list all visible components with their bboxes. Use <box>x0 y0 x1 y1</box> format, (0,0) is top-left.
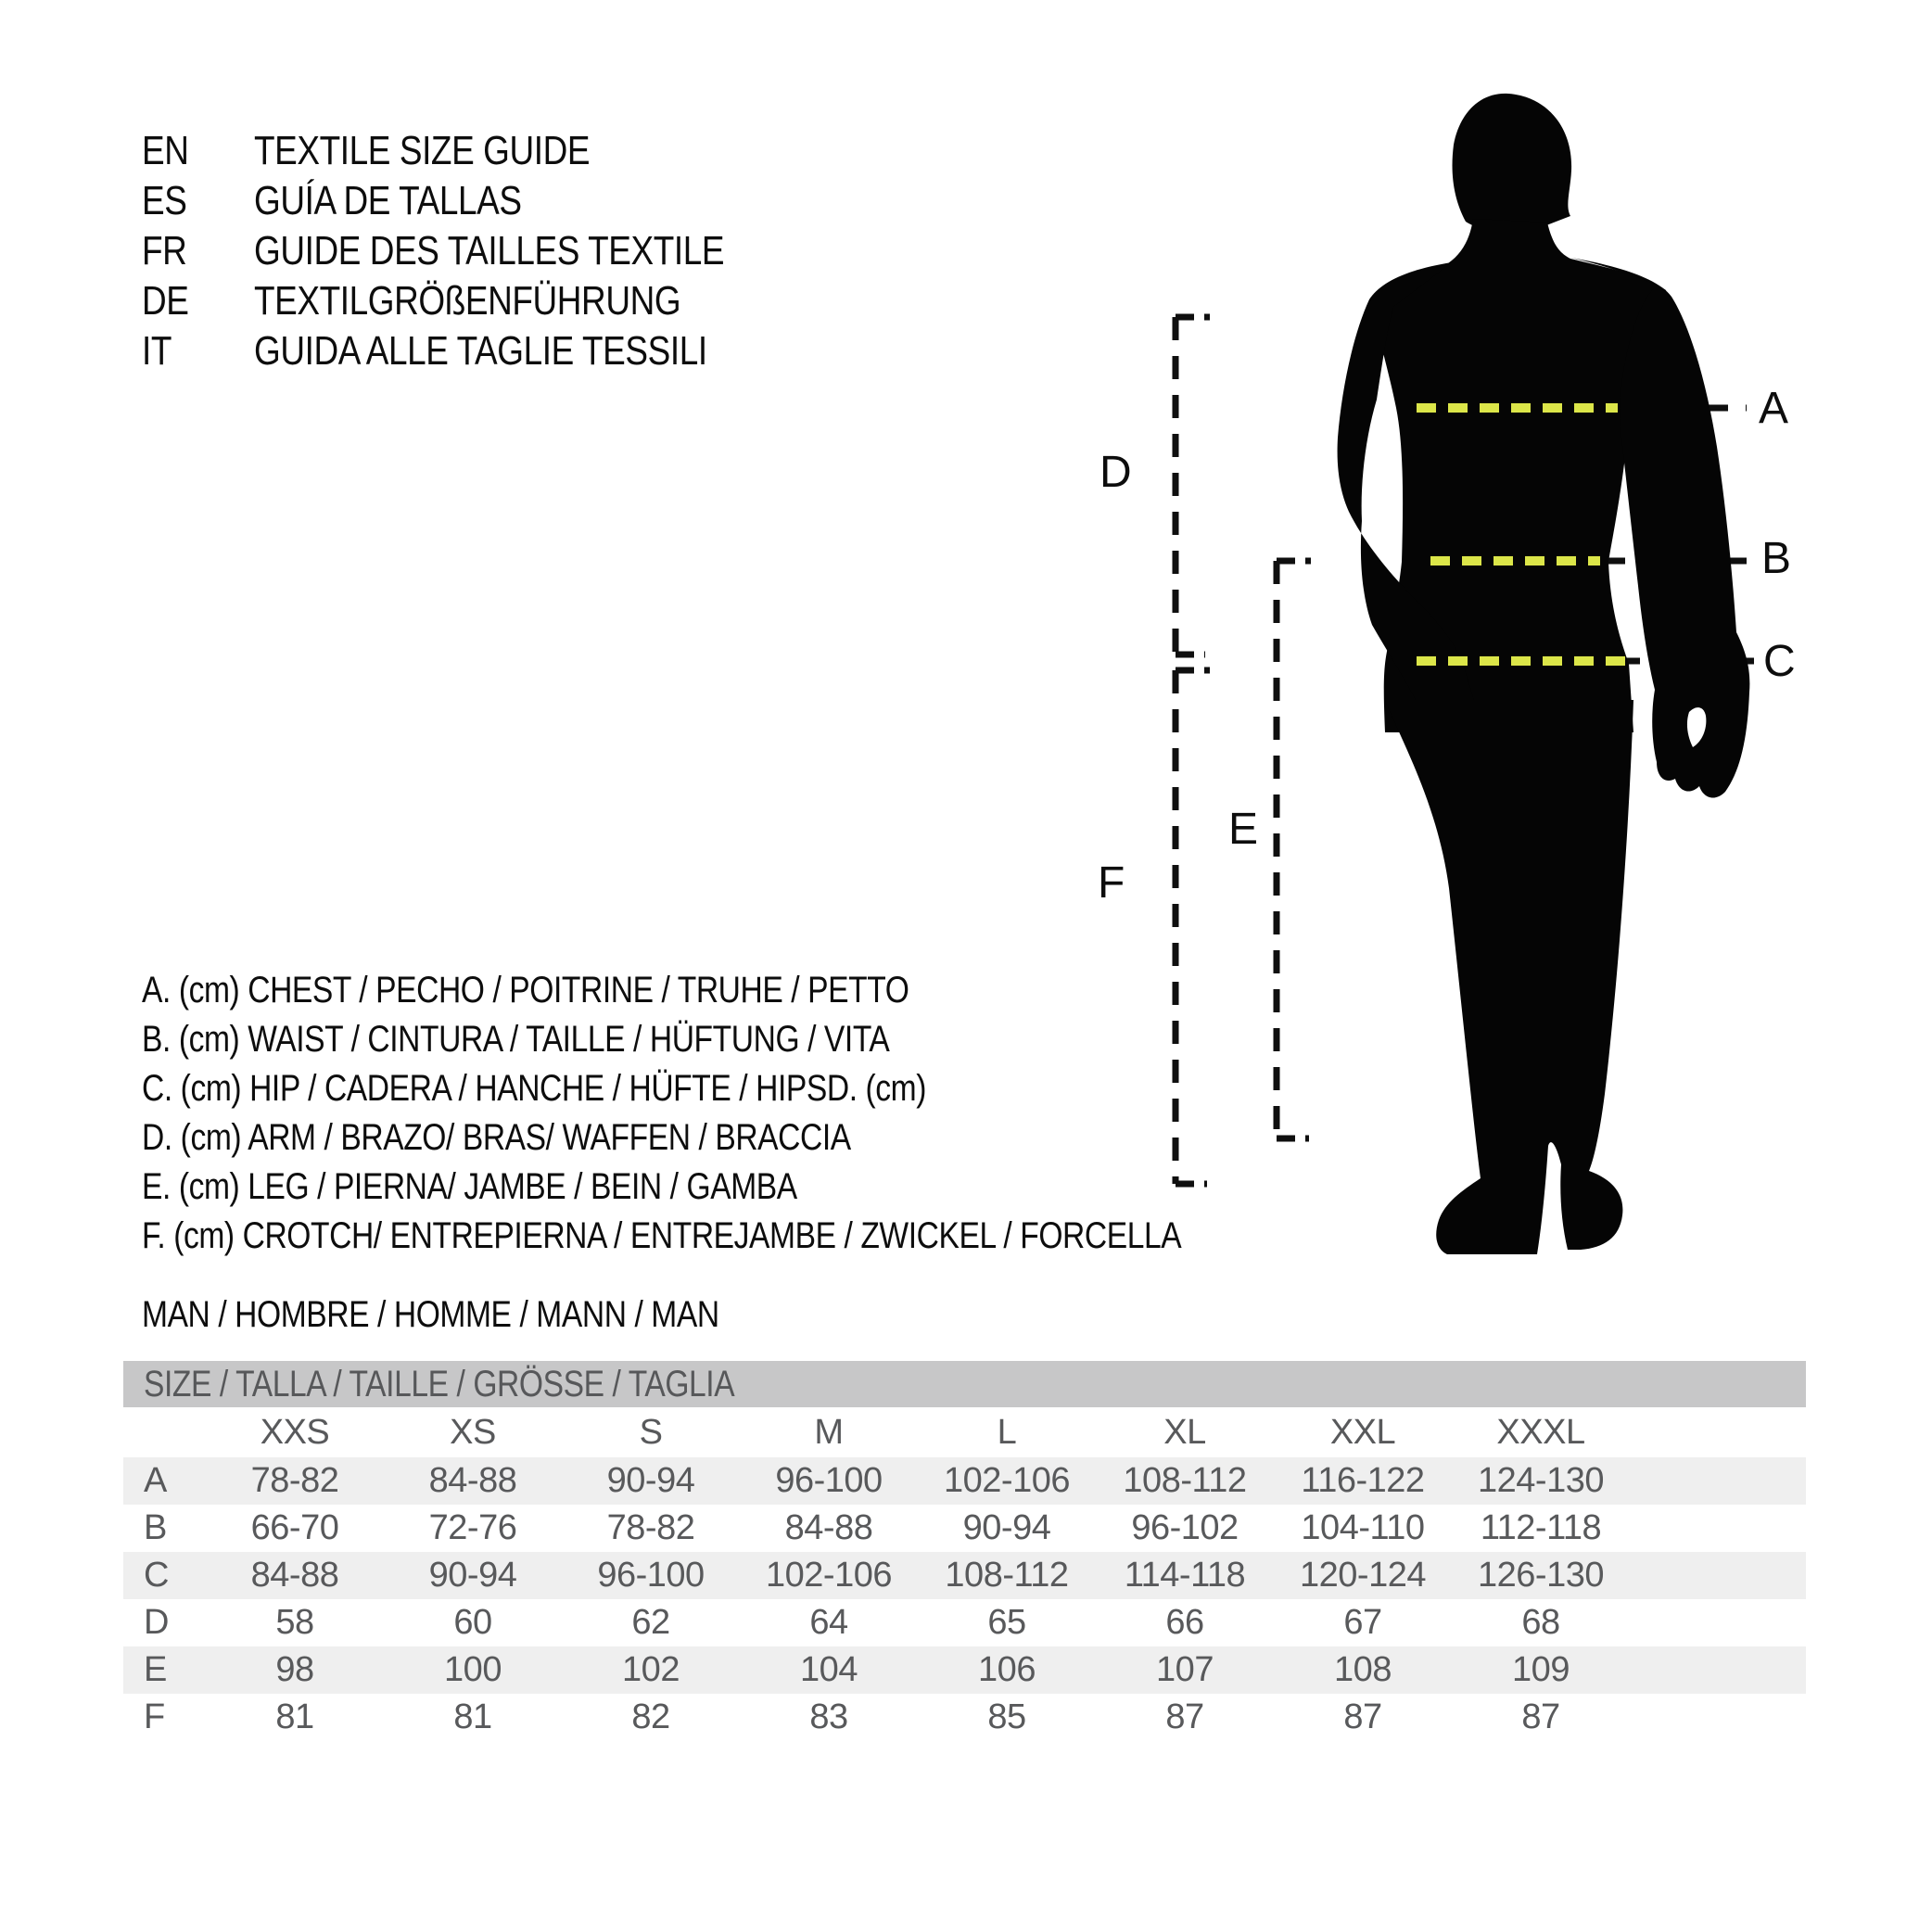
measurement-value-text: 107 <box>1156 1650 1214 1689</box>
marker-a: A <box>1759 384 1789 433</box>
measurement-value <box>1096 1650 1274 1690</box>
measurement-value-text: 104 <box>800 1650 858 1689</box>
measurement-legend <box>142 966 1379 1261</box>
size-table <box>123 1361 1806 1741</box>
row-label-text: C <box>144 1556 169 1595</box>
measurement-value <box>1452 1556 1630 1595</box>
silhouette-legs <box>1385 700 1633 1254</box>
measurement-value-text: 66-70 <box>250 1508 339 1547</box>
size-table-header-text: SIZE / TALLA / TAILLE / GRÖSSE / TAGLIA <box>144 1363 735 1405</box>
measurement-value <box>740 1697 918 1737</box>
measurement-value <box>918 1508 1096 1548</box>
measurement-value-text: 64 <box>809 1603 848 1642</box>
measurement-legend-item <box>142 1015 1379 1064</box>
measurement-value-text: 108 <box>1334 1650 1392 1689</box>
person-silhouette <box>1338 94 1750 1254</box>
measurement-value <box>740 1603 918 1643</box>
measurement-value-text: 68 <box>1521 1603 1560 1642</box>
measurement-value <box>1452 1603 1630 1643</box>
measurement-value-text: 62 <box>631 1603 670 1642</box>
table-row <box>123 1599 1806 1646</box>
language-code: FR <box>142 228 187 273</box>
measurement-value <box>918 1697 1096 1737</box>
measurement-value <box>206 1697 384 1737</box>
language-title: GUIDE DES TAILLES TEXTILE <box>254 228 725 273</box>
marker-e: E <box>1228 805 1259 854</box>
measurement-value <box>740 1650 918 1690</box>
measurement-value <box>384 1697 562 1737</box>
measurement-value-text: 90-94 <box>428 1556 517 1595</box>
measurement-legend-text: B. (cm) WAIST / CINTURA / TAILLE / HÜFTUNG / VITA <box>142 1019 890 1060</box>
measurement-value-text: 96-100 <box>597 1556 705 1595</box>
measurement-value <box>206 1556 384 1595</box>
measurement-value <box>1452 1697 1630 1737</box>
language-code: IT <box>142 328 172 374</box>
row-label <box>123 1603 206 1643</box>
size-table-header <box>123 1361 1806 1407</box>
language-title: GUIDA ALLE TAGLIE TESSILI <box>254 328 707 374</box>
measurement-value <box>1452 1508 1630 1548</box>
measurement-value-text: 90-94 <box>606 1461 695 1500</box>
size-column-header-text: M <box>814 1412 844 1452</box>
size-column-header-row <box>123 1407 1806 1457</box>
measurement-value-text: 72-76 <box>428 1508 517 1547</box>
size-column-header-text: XL <box>1163 1412 1206 1452</box>
measurement-value <box>740 1508 918 1548</box>
measurement-value <box>740 1461 918 1501</box>
measurement-value-text: 60 <box>453 1603 492 1642</box>
measurement-value <box>1274 1650 1452 1690</box>
silhouette-head <box>1453 94 1572 232</box>
row-label-text: F <box>144 1697 165 1736</box>
size-column-header <box>562 1413 740 1453</box>
measurement-value-text: 108-112 <box>945 1556 1069 1595</box>
measurement-value-text: 109 <box>1512 1650 1570 1689</box>
measurement-legend-item <box>142 1064 1379 1113</box>
measurement-value-text: 102 <box>622 1650 680 1689</box>
measurement-value <box>384 1603 562 1643</box>
measurement-value-text: 102-106 <box>766 1556 892 1595</box>
measurement-value-text: 66 <box>1165 1603 1204 1642</box>
language-code: DE <box>142 278 189 324</box>
row-label-text: A <box>144 1461 167 1500</box>
size-column-header-text: S <box>639 1412 663 1452</box>
measurement-value-text: 102-106 <box>944 1461 1070 1500</box>
measurement-value <box>384 1556 562 1595</box>
measurement-value <box>1274 1461 1452 1501</box>
measurement-value <box>562 1556 740 1595</box>
measurement-value-text: 87 <box>1521 1697 1560 1736</box>
measurement-value <box>918 1603 1096 1643</box>
measurement-value-text: 81 <box>453 1697 492 1736</box>
measurement-legend-item <box>142 1212 1379 1261</box>
measurement-legend-text: D. (cm) ARM / BRAZO/ BRAS/ WAFFEN / BRACCIA <box>142 1117 851 1158</box>
measurement-value <box>1274 1697 1452 1737</box>
measurement-value-text: 81 <box>275 1697 314 1736</box>
measurement-value-text: 85 <box>987 1697 1026 1736</box>
measurement-value-text: 82 <box>631 1697 670 1736</box>
measurement-value <box>206 1461 384 1501</box>
measurement-value-text: 87 <box>1165 1697 1204 1736</box>
measurement-value <box>562 1603 740 1643</box>
measurement-value <box>562 1650 740 1690</box>
measurement-value-text: 84-88 <box>784 1508 873 1547</box>
table-row <box>123 1646 1806 1694</box>
size-column-header-text: XXL <box>1329 1412 1396 1452</box>
table-row <box>123 1552 1806 1599</box>
measurement-legend-text: A. (cm) CHEST / PECHO / POITRINE / TRUHE / PETTO <box>142 970 909 1010</box>
size-column-header <box>1096 1413 1274 1453</box>
measurement-value <box>1274 1508 1452 1548</box>
measurement-legend-text: E. (cm) LEG / PIERNA/ JAMBE / BEIN / GAMBA <box>142 1166 797 1207</box>
measurement-value <box>918 1650 1096 1690</box>
row-label <box>123 1461 206 1501</box>
measurement-value-text: 112-118 <box>1480 1508 1602 1547</box>
measurement-value-text: 78-82 <box>250 1461 339 1500</box>
row-label <box>123 1650 206 1690</box>
size-table-grid <box>123 1407 1806 1741</box>
measurement-value <box>1274 1556 1452 1595</box>
measurement-value <box>1096 1556 1274 1595</box>
measurement-value-text: 84-88 <box>428 1461 517 1500</box>
measurement-value-text: 96-102 <box>1131 1508 1239 1547</box>
measurement-legend-text: C. (cm) HIP / CADERA / HANCHE / HÜFTE / HIPSD. (cm) <box>142 1068 927 1109</box>
measurement-value-text: 120-124 <box>1300 1556 1426 1595</box>
row-label-text: B <box>144 1508 167 1547</box>
measurement-value <box>206 1650 384 1690</box>
size-column-header <box>206 1413 384 1453</box>
marker-b: B <box>1761 534 1792 583</box>
table-row <box>123 1505 1806 1552</box>
size-column-header-text: XXS <box>260 1412 330 1452</box>
table-row <box>123 1457 1806 1505</box>
measurement-value <box>384 1650 562 1690</box>
row-label <box>123 1556 206 1595</box>
measurement-value-text: 108-112 <box>1123 1461 1247 1500</box>
marker-c: C <box>1763 637 1796 686</box>
measurement-legend-item <box>142 966 1379 1015</box>
size-column-header-text: L <box>997 1412 1017 1452</box>
measurement-value-text: 116-122 <box>1301 1461 1425 1500</box>
measurement-value-text: 67 <box>1343 1603 1382 1642</box>
measurement-legend-text: F. (cm) CROTCH/ ENTREPIERNA / ENTREJAMBE / ZWICKEL / FORCELLA <box>142 1215 1182 1256</box>
measurement-value <box>1096 1508 1274 1548</box>
measurement-value-text: 114-118 <box>1124 1556 1246 1595</box>
measurement-value-text: 106 <box>978 1650 1036 1689</box>
language-code: EN <box>142 128 189 173</box>
arm-dimension-line <box>1176 317 1213 655</box>
size-column-header-text: XS <box>450 1412 496 1452</box>
size-column-header <box>384 1413 562 1453</box>
marker-d: D <box>1099 448 1132 497</box>
measurement-value-text: 78-82 <box>606 1508 695 1547</box>
measurement-value <box>562 1508 740 1548</box>
measurement-value-text: 90-94 <box>962 1508 1051 1547</box>
size-column-header <box>740 1413 918 1453</box>
measurement-value-text: 84-88 <box>250 1556 339 1595</box>
language-title: TEXTILGRÖßENFÜHRUNG <box>254 278 681 324</box>
measurement-legend-item <box>142 1163 1379 1212</box>
language-title: GUÍA DE TALLAS <box>254 178 522 223</box>
row-label-text: D <box>144 1603 169 1642</box>
measurement-value <box>918 1556 1096 1595</box>
measurement-value <box>1096 1461 1274 1501</box>
size-column-header <box>1274 1413 1452 1453</box>
measurement-value-text: 100 <box>444 1650 502 1689</box>
measurement-value <box>740 1556 918 1595</box>
marker-f: F <box>1098 858 1125 908</box>
measurement-value-text: 83 <box>809 1697 848 1736</box>
measurement-value <box>1096 1603 1274 1643</box>
measurement-value-text: 87 <box>1343 1697 1382 1736</box>
measurement-value <box>1096 1697 1274 1737</box>
language-title: TEXTILE SIZE GUIDE <box>254 128 591 173</box>
measurement-value <box>384 1461 562 1501</box>
measurement-value-text: 126-130 <box>1478 1556 1604 1595</box>
size-column-header <box>1452 1413 1630 1453</box>
table-row <box>123 1694 1806 1741</box>
language-code: ES <box>142 178 187 223</box>
row-label <box>123 1697 206 1737</box>
size-column-header-text: XXXL <box>1496 1412 1585 1452</box>
measurement-value-text: 104-110 <box>1301 1508 1425 1547</box>
measurement-value <box>562 1461 740 1501</box>
measurement-value-text: 98 <box>275 1650 314 1689</box>
measurement-value-text: 65 <box>987 1603 1026 1642</box>
measurement-value-text: 96-100 <box>775 1461 883 1500</box>
measurement-legend-item <box>142 1113 1379 1163</box>
measurement-value <box>384 1508 562 1548</box>
row-label-text: E <box>144 1650 167 1689</box>
measurement-value <box>206 1603 384 1643</box>
row-label <box>123 1508 206 1548</box>
measurement-value <box>206 1508 384 1548</box>
measurement-value <box>1452 1461 1630 1501</box>
measurement-value-text: 124-130 <box>1478 1461 1604 1500</box>
measurement-value <box>918 1461 1096 1501</box>
measurement-value <box>562 1697 740 1737</box>
size-column-header <box>918 1413 1096 1453</box>
category-line <box>142 1290 829 1340</box>
category-line-text: MAN / HOMBRE / HOMME / MANN / MAN <box>142 1294 719 1335</box>
measurement-value <box>1274 1603 1452 1643</box>
measurement-value-text: 58 <box>275 1603 314 1642</box>
measurement-value <box>1452 1650 1630 1690</box>
